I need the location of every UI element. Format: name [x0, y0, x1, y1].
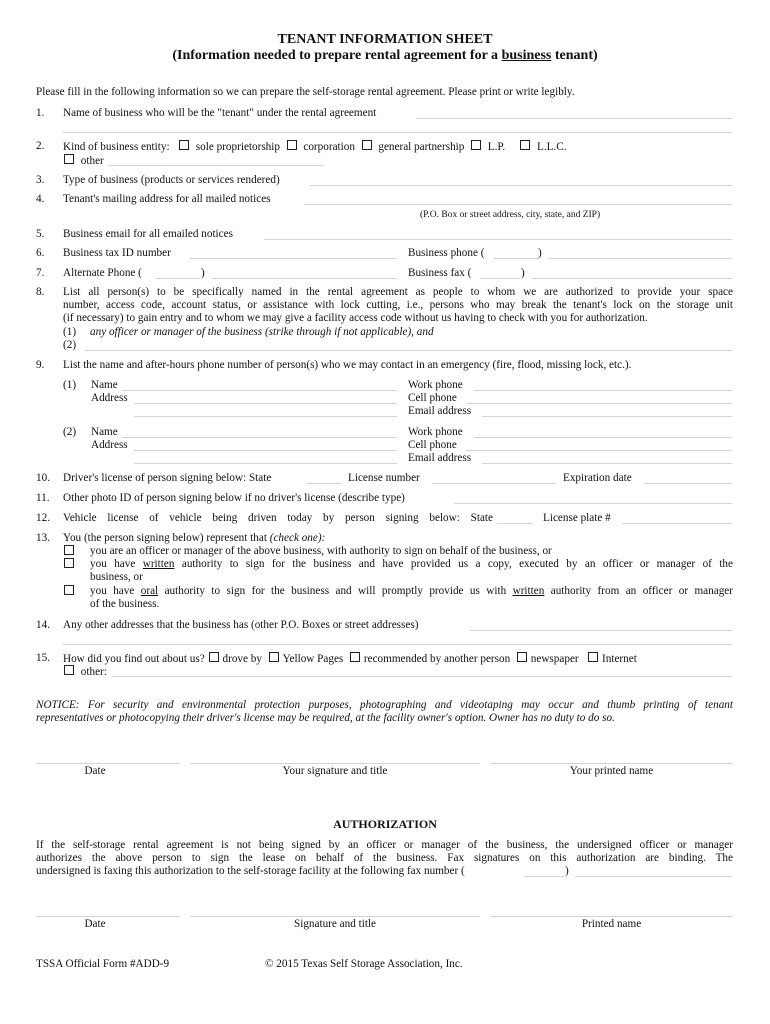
representation-option2-text: you have written authority to sign for the business and have provided us a copy, executed by an officer or manager of the: [90, 558, 733, 570]
intro-text: Please fill in the following information so we can prepare the self-storage rental agreement. Please print or write legibly.: [36, 86, 575, 98]
q10-label: Driver's license of person signing below: State: [63, 472, 272, 484]
authorization-text-line2: authorizes the above person to sign the lease on behalf of the business. Fax signatures on this authorization are binding. The: [36, 852, 733, 864]
q13-label: You (the person signing below) represent that (check one):: [63, 532, 326, 544]
q8-item1-number: (1): [63, 326, 77, 338]
referral-checkbox-recommended[interactable]: [350, 652, 360, 662]
q1-label: Name of business who will be the "tenant" under the rental agreement: [63, 107, 377, 119]
referral-checkbox-newspaper[interactable]: [517, 652, 527, 662]
q5-label: Business email for all emailed notices: [63, 228, 233, 240]
contact2-address-field-line2[interactable]: [134, 463, 397, 464]
representation-option3-row: [63, 585, 78, 599]
representation-option3-text: you have oral authority to sign for the business and will promptly provide us with written authority from an officer or manager: [90, 585, 733, 597]
authorization-printed-name-label: Printed name: [581, 918, 642, 930]
authorization-date-label: Date: [84, 918, 106, 930]
authorization-signature-label: Signature and title: [293, 918, 377, 930]
q6-number: 6.: [36, 247, 45, 259]
q5-number: 5.: [36, 228, 45, 240]
contact1-address-label: Address: [91, 392, 128, 404]
copyright-text: © 2015 Texas Self Storage Association, Inc.: [265, 958, 463, 970]
q14-number: 14.: [36, 619, 50, 631]
mailing-address-field[interactable]: [304, 204, 732, 205]
notice-text-line2: representatives or photocopying their driver's license may be required, at the facility owner's option. Owner has no duty to do so.: [36, 712, 615, 724]
notice-text-line1: NOTICE: For security and environmental protection purposes, photographing and videotaping may occur and thumb printing of tenant: [36, 699, 733, 711]
authorization-signature-line[interactable]: [190, 916, 480, 917]
license-plate-label: License plate #: [543, 512, 611, 524]
contact1-address-field-line2[interactable]: [134, 416, 397, 417]
alternate-phone-close: ): [201, 267, 205, 279]
authorization-text-line1: If the self-storage rental agreement is not being signed by an officer or manager of the business, the undersigned officer or manager: [36, 839, 733, 851]
business-phone-label: Business phone (: [408, 247, 485, 259]
entity-other-field[interactable]: [108, 165, 324, 166]
contact2-email-field[interactable]: [482, 463, 732, 464]
entity-other-row: other: [63, 154, 104, 168]
q14-label: Any other addresses that the business has (other P.O. Boxes or street addresses): [63, 619, 419, 631]
business-fax-area-field[interactable]: [480, 278, 520, 279]
contact1-work-label: Work phone: [408, 379, 463, 391]
contact2-work-label: Work phone: [408, 426, 463, 438]
tax-id-field[interactable]: [190, 258, 397, 259]
contact2-cell-field[interactable]: [466, 450, 732, 451]
contact2-number: (2): [63, 426, 77, 438]
contact2-address-field[interactable]: [134, 450, 397, 451]
q11-number: 11.: [36, 492, 50, 504]
business-type-field[interactable]: [310, 185, 732, 186]
authorization-fax-area-field[interactable]: [524, 876, 564, 877]
representation-option3-text-line2: of the business.: [90, 598, 160, 610]
business-phone-area-field[interactable]: [494, 258, 538, 259]
q7-number: 7.: [36, 267, 45, 279]
form-number: TSSA Official Form #ADD-9: [36, 958, 170, 970]
business-fax-field[interactable]: [532, 278, 732, 279]
authorization-text-line3: undersigned is faxing this authorization to the self-storage facility at the following fax number (: [36, 865, 465, 877]
expiration-date-field[interactable]: [644, 483, 732, 484]
form-title: TENANT INFORMATION SHEET: [277, 32, 493, 47]
entity-checkbox-general-partnership[interactable]: [362, 140, 372, 150]
q13-number: 13.: [36, 532, 50, 544]
contact2-work-field[interactable]: [474, 437, 732, 438]
contact1-work-field[interactable]: [474, 390, 732, 391]
other-addresses-field[interactable]: [470, 630, 732, 631]
q6-label: Business tax ID number: [63, 247, 171, 259]
expiration-date-label: Expiration date: [563, 472, 632, 484]
q2-number: 2.: [36, 140, 45, 152]
entity-checkbox-llc[interactable]: [520, 140, 530, 150]
q1-number: 1.: [36, 107, 45, 119]
printed-name-line[interactable]: [490, 763, 733, 764]
authorization-date-line[interactable]: [36, 916, 180, 917]
entity-checkbox-sole-proprietorship[interactable]: [179, 140, 189, 150]
contact2-cell-label: Cell phone: [408, 439, 457, 451]
entity-checkbox-other[interactable]: [64, 154, 74, 164]
authorization-heading: AUTHORIZATION: [333, 817, 437, 831]
q12-number: 12.: [36, 512, 50, 524]
printed-name-label: Your printed name: [569, 765, 654, 777]
drivers-license-state-field[interactable]: [306, 483, 342, 484]
alternate-phone-field[interactable]: [212, 278, 397, 279]
representation-option1-text: you are an officer or manager of the above business, with authority to sign on behalf of the business, or: [90, 545, 552, 557]
q4-label: Tenant's mailing address for all mailed notices: [63, 193, 271, 205]
q8-item1-text: any officer or manager of the business (strike through if not applicable), and: [90, 326, 434, 338]
mailing-address-hint: (P.O. Box or street address, city, state, and ZIP): [420, 210, 601, 220]
referral-checkbox-internet[interactable]: [588, 652, 598, 662]
business-name-field-line2[interactable]: [63, 132, 732, 133]
contact1-email-label: Email address: [408, 405, 472, 417]
license-number-field[interactable]: [432, 483, 556, 484]
contact1-email-field[interactable]: [482, 416, 732, 417]
contact2-name-label: Name: [91, 426, 118, 438]
contact1-address-field[interactable]: [134, 403, 397, 404]
entity-checkbox-corporation[interactable]: [287, 140, 297, 150]
referral-checkbox-other[interactable]: [64, 665, 74, 675]
vehicle-state-field[interactable]: [497, 523, 533, 524]
representation-checkbox-officer[interactable]: [64, 545, 74, 555]
other-addresses-field-line2[interactable]: [63, 644, 732, 645]
referral-source-row: How did you find out about us? drove by Yellow Pages recommended by another person newspaper Internet: [63, 653, 637, 665]
representation-option2-row: [63, 558, 78, 572]
business-phone-field[interactable]: [548, 258, 732, 259]
q9-number: 9.: [36, 359, 45, 371]
entity-type-row: Kind of business entity: sole proprietorship corporation general partnership L.P. L.L.C.: [63, 141, 567, 153]
contact2-email-label: Email address: [408, 452, 472, 464]
authorized-person-field[interactable]: [85, 350, 732, 351]
contact1-name-field[interactable]: [122, 390, 397, 391]
business-fax-label: Business fax (: [408, 267, 472, 279]
contact1-cell-field[interactable]: [466, 403, 732, 404]
alternate-phone-label: Alternate Phone (: [63, 267, 142, 279]
business-fax-close: ): [521, 267, 525, 279]
q3-number: 3.: [36, 174, 45, 186]
q4-number: 4.: [36, 193, 45, 205]
contact2-name-field[interactable]: [122, 437, 397, 438]
representation-checkbox-oral[interactable]: [64, 585, 74, 595]
entity-checkbox-lp[interactable]: [471, 140, 481, 150]
license-number-label: License number: [348, 472, 420, 484]
contact1-number: (1): [63, 379, 77, 391]
date-label: Date: [84, 765, 106, 777]
authorization-printed-name-line[interactable]: [490, 916, 733, 917]
q8-item2-number: (2): [63, 339, 77, 351]
referral-other-row: other:: [63, 665, 107, 679]
contact2-address-label: Address: [91, 439, 128, 451]
q3-label: Type of business (products or services rendered): [63, 174, 280, 186]
q8-text-line1: List all person(s) to be specifically named in the rental agreement as people to whom we are authorized to provide your space: [63, 286, 733, 298]
q10-number: 10.: [36, 472, 50, 484]
license-plate-field[interactable]: [622, 523, 732, 524]
referral-checkbox-yellow-pages[interactable]: [269, 652, 279, 662]
signature-label: Your signature and title: [282, 765, 388, 777]
authorization-fax-close: ): [565, 865, 569, 877]
other-photo-id-field[interactable]: [454, 503, 732, 504]
representation-option1-row: [63, 545, 78, 559]
referral-checkbox-drove-by[interactable]: [209, 652, 219, 662]
business-email-field[interactable]: [264, 239, 732, 240]
authorization-fax-field[interactable]: [575, 876, 732, 877]
q12-label: Vehicle license of vehicle being driven today by person signing below: State: [63, 512, 493, 524]
referral-other-field[interactable]: [112, 676, 732, 677]
signature-line[interactable]: [190, 763, 480, 764]
business-phone-close: ): [538, 247, 542, 259]
contact1-name-label: Name: [91, 379, 118, 391]
form-subtitle: (Information needed to prepare rental agreement for a business tenant): [172, 48, 598, 63]
q8-text-line2: number, access code, account status, or assistance with lock cutting, i.e., persons who may break the tenant's lock on the storage unit: [63, 299, 733, 311]
representation-checkbox-written[interactable]: [64, 558, 74, 568]
alternate-phone-area-field[interactable]: [156, 278, 200, 279]
q15-number: 15.: [36, 652, 50, 664]
contact1-cell-label: Cell phone: [408, 392, 457, 404]
date-signature-line[interactable]: [36, 763, 180, 764]
representation-option2-text-line2: business, or: [90, 571, 143, 583]
q8-text-line3: (if necessary) to gain entry and to whom we may give a facility access code without us having to check with you for authorization.: [63, 312, 648, 324]
q11-label: Other photo ID of person signing below if no driver's license (describe type): [63, 492, 405, 504]
q9-label: List the name and after-hours phone number of person(s) who we may contact in an emergency (fire, flood, missing lock, etc.).: [63, 359, 632, 371]
q8-number: 8.: [36, 286, 45, 298]
business-name-field[interactable]: [416, 118, 732, 119]
